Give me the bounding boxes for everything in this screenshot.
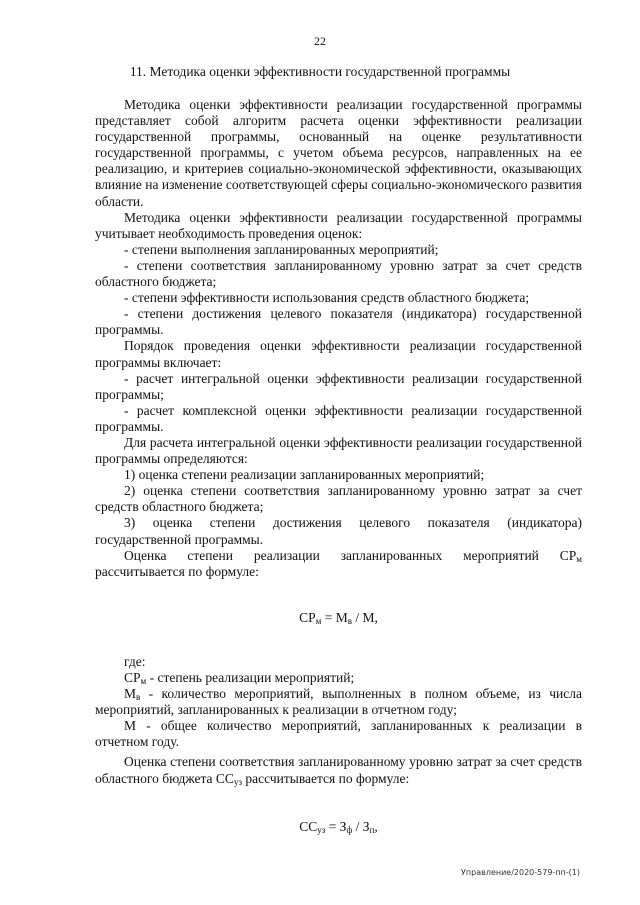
definition-text: - количество мероприятий, выполненных в полном объеме, из числа мероприятий, запланированных к реализации в отчетном году;: [95, 686, 582, 718]
page-number: 22: [314, 34, 326, 48]
definition-symbol: М: [124, 686, 137, 702]
formula2-end: ,: [374, 818, 378, 834]
definition-sub: в: [136, 692, 141, 703]
formula2-intro-sub: уз: [233, 776, 242, 787]
list-item: - расчет комплексной оценки эффективности реализации государственной программы.: [95, 402, 582, 434]
formula1-intro: [95, 548, 582, 580]
formula1-intro-tail: рассчитывается по формуле:: [95, 563, 259, 579]
definition-1: [95, 670, 582, 686]
formula-2: [95, 819, 582, 835]
section-heading: 11. Методика оценки эффективности государственной программы: [129, 64, 511, 79]
document-body: [95, 97, 582, 835]
definition-symbol: М: [124, 718, 137, 734]
document-footer: Управление/2020-579-пп-(1): [461, 868, 580, 877]
paragraph: Методика оценки эффективности реализации государственной программы представляет собой алгоритм расчета оценки эффективности реализации государственной программы, основанный на оценке результативности государственной программы, с учетом объема ресурсов, направленных на ее реализацию, и критериев социально-экономической эффективности, оказывающих влияние на изменение соответствующей сферы социально-экономического развития области.: [95, 97, 582, 209]
definition-sub: м: [140, 676, 147, 686]
definition-text: - общее количество мероприятий, запланированных к реализации в отчетном году.: [95, 718, 582, 750]
paragraph: Порядок проведения оценки эффективности реализации государственной программы включает:: [95, 338, 582, 370]
definition-2: [95, 686, 582, 718]
formula2-div: / З: [352, 818, 370, 834]
formula2-p-sub: п: [369, 824, 375, 835]
definition-text: - степень реализации мероприятий;: [146, 670, 355, 685]
where-label: где:: [124, 653, 146, 669]
list-item: 2) оценка степени соответствия запланированному уровню затрат за счет средств областного бюджета;: [95, 483, 582, 515]
list-item: - степени соответствия запланированному уровню затрат за счет средств областного бюджета;: [95, 257, 582, 290]
paragraph: Методика оценки эффективности реализации государственной программы учитывает необходимость проведения оценок:: [95, 209, 582, 241]
list-item: - степени достижения целевого показателя (индикатора) государственной программы.: [95, 306, 582, 338]
formula1-lhs-sub: м: [315, 615, 322, 626]
formula2-intro-tail: рассчитывается по формуле:: [242, 770, 410, 786]
formula2-intro-text: Оценка степени соответствия запланированному уровню затрат за счет средств областного бюджета СС: [95, 754, 582, 786]
formula1-eq: = М: [321, 609, 348, 625]
formula1-rhs: / М,: [351, 609, 378, 625]
list-item: - степени эффективности использования средств областного бюджета;: [124, 290, 530, 306]
formula1-lhs: СР: [299, 609, 316, 625]
formula2-intro: [95, 754, 582, 786]
formula1-intro-sub: м: [576, 553, 582, 564]
formula2-eq: = З: [325, 818, 347, 834]
list-item: - степени выполнения запланированных мероприятий;: [124, 241, 439, 257]
list-item: 3) оценка степени достижения целевого показателя (индикатора) государственной программы.: [95, 515, 582, 547]
formula2-lhs-sub: уз: [317, 824, 326, 835]
paragraph: Для расчета интегральной оценки эффективности реализации государственной программы определяются:: [95, 434, 582, 467]
formula1-m-sub: в: [347, 615, 352, 626]
formula2-f-sub: ф: [346, 824, 353, 835]
definition-3: [95, 718, 582, 750]
list-item: - расчет интегральной оценки эффективности реализации государственной программы;: [95, 370, 582, 402]
formula1-intro-text: Оценка степени реализации запланированных мероприятий СР: [124, 547, 577, 563]
formula2-lhs: СС: [299, 818, 318, 834]
formula-1: [95, 610, 582, 626]
list-item: 1) оценка степени реализации запланированных мероприятий;: [124, 467, 485, 483]
definition-symbol: СР: [124, 670, 141, 685]
